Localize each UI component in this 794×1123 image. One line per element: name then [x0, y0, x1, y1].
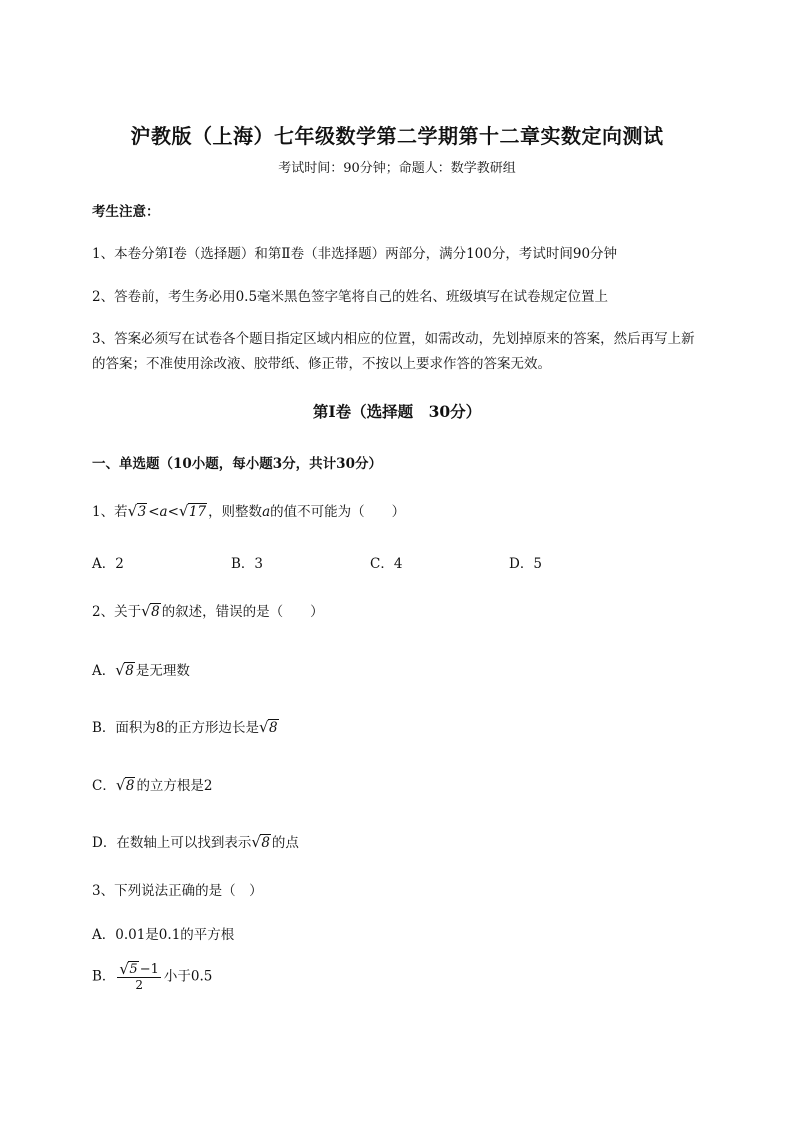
q2-prefix: 2、关于 [92, 604, 142, 620]
sqrt-symbol [116, 663, 135, 679]
q2-d-prefix: D．在数轴上可以找到表示 [92, 835, 252, 851]
sqrt-symbol [120, 962, 138, 977]
notice-item-3: 3、答案必须写在试卷各个题目指定区域内相应的位置，如需改动，先划掉原来的答案，然后再写上新 [92, 331, 695, 347]
q2-a-prefix: A． [92, 663, 116, 679]
q2-a-radicand: 8 [125, 663, 134, 679]
q2-radicand: 8 [151, 604, 160, 620]
q2-option-a [92, 659, 190, 679]
fraction-numerator [117, 962, 160, 978]
q1-radicand-2: 17 [188, 504, 207, 520]
question-2 [92, 600, 324, 620]
sqrt-symbol [129, 504, 148, 520]
sqrt-symbol [142, 604, 161, 620]
q2-b-radicand: 8 [269, 720, 278, 736]
question-3: 3、下列说法正确的是（ ） [92, 883, 263, 899]
q2-d-suffix: 的点 [271, 835, 299, 851]
q1-prefix: 1、若 [92, 504, 128, 520]
q1-var: a [159, 504, 168, 520]
q2-option-c [92, 774, 213, 794]
q1-radicand-1: 3 [137, 504, 147, 520]
fraction [117, 962, 160, 992]
exam-info: 考试时间：90分钟；命题人：数学教研组 [278, 161, 516, 176]
notice-item-2: 2、答卷前，考生务必用0.5毫米黑色签字笔将自己的姓名、班级填写在试卷规定位置上 [92, 289, 609, 305]
q3-b-radicand: 5 [129, 962, 138, 977]
q3-option-b [92, 962, 212, 992]
q2-option-b [92, 716, 280, 736]
q2-c-radicand: 8 [125, 778, 135, 794]
notice-item-1: 1、本卷分第Ⅰ卷（选择题）和第Ⅱ卷（非选择题）两部分，满分100分，考试时间90分钟 [92, 246, 618, 262]
q1-var-2: a [262, 504, 271, 520]
question-1 [92, 500, 405, 520]
sqrt-symbol [260, 720, 279, 736]
notice-heading: 考生注意： [92, 204, 160, 220]
sqrt-symbol [252, 835, 271, 851]
q1-lt-1: < [148, 504, 160, 520]
q3-option-a: A．0.01是0.1的平方根 [92, 927, 235, 943]
q1-option-b: B．3 [231, 556, 264, 572]
sqrt-symbol [180, 504, 207, 520]
q2-c-suffix: 的立方根是2 [136, 778, 213, 794]
q1-option-d: D．5 [509, 556, 542, 572]
q1-lt-2: < [167, 504, 179, 520]
part-title: 一、单选题（10小题，每小题3分，共计30分） [92, 456, 382, 472]
q2-a-suffix: 是无理数 [135, 663, 190, 679]
page-title: 沪教版（上海）七年级数学第二学期第十二章实数定向测试 [130, 124, 664, 148]
sqrt-symbol [117, 778, 136, 794]
q2-c-prefix: C． [92, 778, 116, 794]
notice-item-3-cont: 的答案；不准使用涂改液、胶带纸、修正带，不按以上要求作答的答案无效。 [92, 356, 551, 372]
q3-b-suffix: 小于0.5 [163, 968, 213, 985]
fraction-denominator: 2 [135, 978, 143, 992]
q1-option-c: C．4 [370, 556, 403, 572]
q2-suffix: 的叙述，错误的是（ ） [161, 604, 324, 620]
q3-b-prefix: B． [92, 968, 116, 985]
q2-b-prefix: B．面积为8的正方形边长是 [92, 720, 260, 736]
q2-option-d [92, 831, 299, 851]
q1-middle: ，则整数 [208, 504, 263, 520]
section-title: 第Ⅰ卷（选择题 30分） [312, 402, 482, 421]
q1-suffix: 的值不可能为（ ） [270, 504, 406, 520]
q3-b-num-rest: −1 [139, 962, 159, 977]
q2-d-radicand: 8 [261, 835, 270, 851]
q1-option-a: A．2 [92, 556, 124, 572]
